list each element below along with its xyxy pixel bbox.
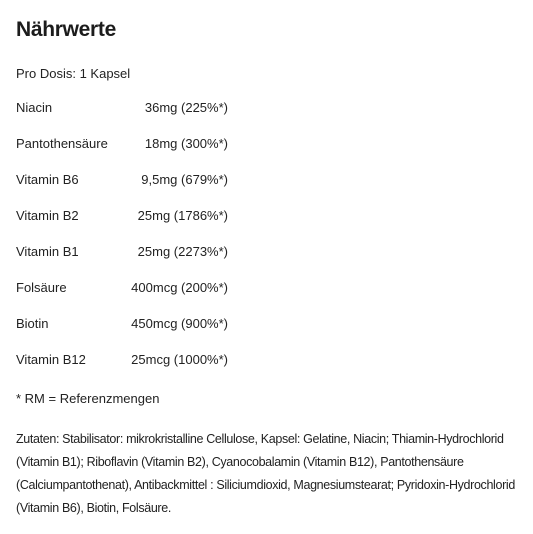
nutrient-value: 9,5mg (679%*) (141, 172, 228, 187)
nutrient-row (16, 280, 276, 316)
nutrient-name: Biotin (16, 316, 49, 331)
nutrient-row (16, 316, 276, 352)
nutrient-name: Pantothensäure (16, 136, 108, 151)
nutrient-value: 25mg (1786%*) (137, 208, 228, 223)
nutrient-value: 400mcg (200%*) (131, 280, 228, 295)
footnote: * RM = Referenzmengen (16, 391, 160, 406)
nutrient-value: 25mcg (1000%*) (131, 352, 228, 367)
nutrient-name: Niacin (16, 100, 53, 115)
nutrient-row (16, 352, 276, 388)
nutrient-value: 36mg (225%*) (144, 100, 228, 115)
nutrient-name: Vitamin B12 (16, 352, 86, 367)
nutrient-value: 18mg (300%*) (144, 136, 228, 151)
nutrient-table (16, 100, 276, 388)
dose-label: Pro Dosis: 1 Kapsel (16, 66, 131, 81)
nutrient-row (16, 136, 276, 172)
nutrient-name: Vitamin B2 (16, 208, 79, 223)
nutrient-name: Vitamin B1 (16, 244, 79, 259)
nutrient-name: Vitamin B6 (16, 172, 79, 187)
nutrient-name: Folsäure (16, 280, 67, 295)
ingredients-text: Zutaten: Stabilisator: mikrokristalline Cellulose, Kapsel: Gelatine, Niacin; Thiamin-Hydrochlorid (Vitamin B1); Riboflavin (Vitamin B2), Cyanocobalamin (Vitamin B12), Pantothensäure (Calciumpantothenat), Antibackmittel : Siliciumdioxid, Magnesiumstearat; Pyridoxin-Hydrochlorid (Vitamin B6), Biotin, Folsäure. (16, 432, 515, 515)
nutrient-row (16, 208, 276, 244)
nutrient-value: 450mcg (900%*) (131, 316, 228, 331)
nutrient-row (16, 172, 276, 208)
page-title: Nährwerte (16, 18, 117, 41)
nutrient-row (16, 100, 276, 136)
nutrient-row (16, 244, 276, 280)
nutrient-value: 25mg (2273%*) (137, 244, 228, 259)
